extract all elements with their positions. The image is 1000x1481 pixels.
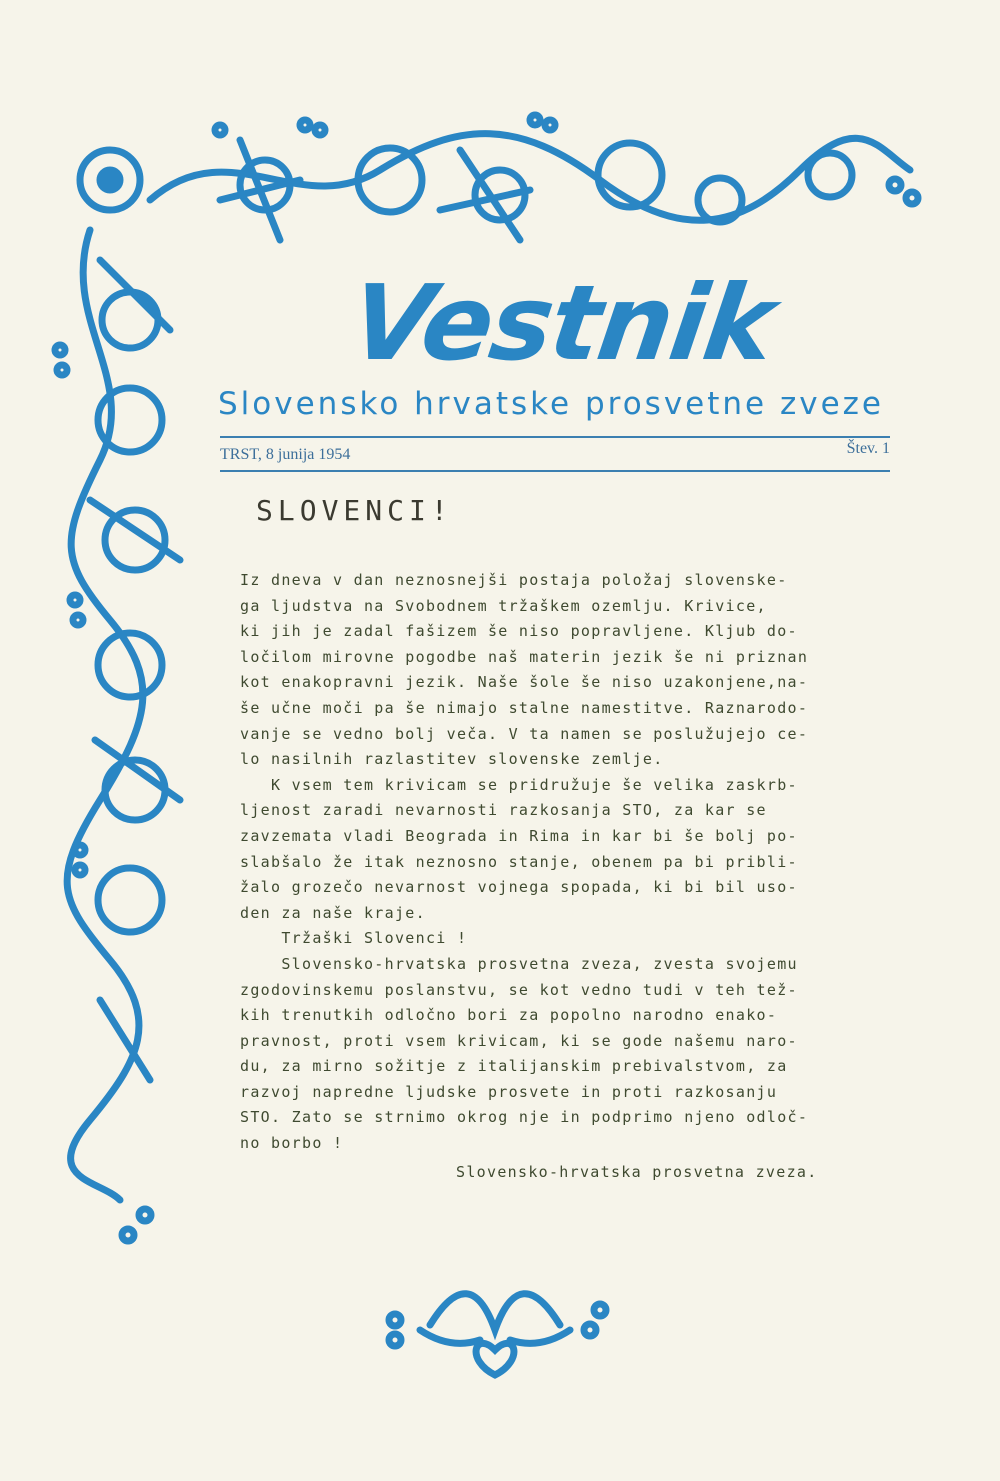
- article-line: razvoj napredne ljudske prosvete in proti razkosanju: [240, 1082, 778, 1101]
- article-line: den za naše kraje.: [240, 903, 426, 922]
- article-line: Tržaški Slovenci !: [240, 929, 468, 948]
- article-line: žalo grozečo nevarnost vojnega spopada, ki bi bil uso-: [240, 878, 798, 897]
- article-line: zavzemata vladi Beograda in Rima in kar bi še bolj po-: [240, 826, 798, 845]
- article-line: Slovensko-hrvatska prosvetna zveza, zvesta svojemu: [240, 954, 798, 973]
- article-line: ločilom mirovne pogodbe naš materin jezik še ni priznan: [240, 647, 809, 666]
- article-line: STO. Zato se strnimo okrog nje in podprimo njeno odloč-: [240, 1108, 809, 1127]
- article-line: ki jih je zadal fašizem še niso popravljene. Kljub do-: [240, 622, 798, 641]
- article-line: lo nasilnih razlastitev slovenske zemlje.: [240, 750, 664, 769]
- article-line: no borbo !: [240, 1134, 344, 1153]
- article-line: K vsem tem krivicam se pridružuje še velika zaskrb-: [240, 775, 798, 794]
- bottom-rule: [220, 470, 890, 472]
- article-line: Iz dneva v dan neznosnejši postaja položaj slovenske-: [240, 571, 788, 589]
- article-heading: SLOVENCI!: [256, 494, 453, 527]
- top-rule: [220, 436, 890, 438]
- article-line: du, za mirno sožitje z italijanskim prebivalstvom, za: [240, 1057, 788, 1076]
- article-line: še učne moči pa še nimajo stalne namestitve. Raznarodo-: [240, 698, 809, 717]
- article-line: vanje se vedno bolj veča. V ta namen se poslužujejo ce-: [240, 724, 809, 743]
- issue-number: Štev. 1: [846, 440, 890, 457]
- article-line: ljenost zaradi nevarnosti razkosanja STO, za kar se: [240, 801, 767, 820]
- article-line: slabšalo že itak neznosno stanje, obenem pa bi pribli-: [240, 852, 798, 871]
- article-line: kih trenutkih odločno bori za popolno narodno enako-: [240, 1006, 778, 1025]
- masthead-title: Vestnik: [343, 262, 781, 384]
- article-signature: Slovensko-hrvatska prosvetna zveza.: [456, 1163, 818, 1181]
- article-line: pravnost, proti vsem krivicam, ki se gode našemu naro-: [240, 1031, 798, 1050]
- dateline: [220, 440, 890, 464]
- article-line: kot enakopravni jezik. Naše šole še niso uzakonjene,na-: [240, 673, 809, 692]
- place-date: TRST, 8 junija 1954: [220, 446, 351, 463]
- article-body: [240, 568, 860, 1157]
- article-line: ga ljudstva na Svobodnem tržaškem ozemlju. Krivice,: [240, 596, 767, 615]
- article-line: zgodovinskemu poslanstvu, se kot vedno tudi v teh tež-: [240, 980, 798, 999]
- masthead-subtitle: Slovensko hrvatske prosvetne zveze: [218, 386, 884, 422]
